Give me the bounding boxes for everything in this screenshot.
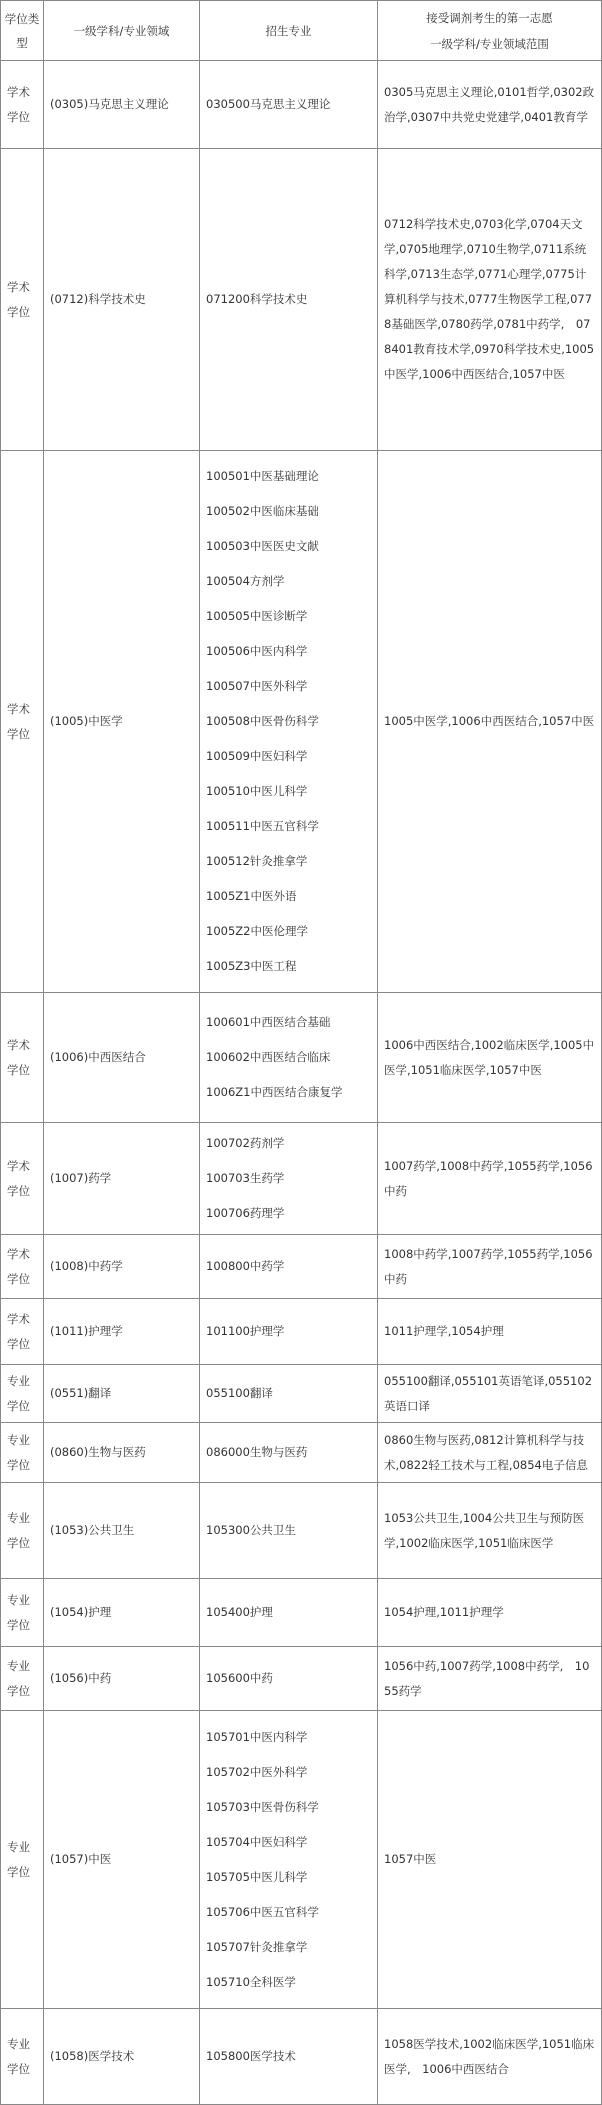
discipline-cell: (0712)科学技术史 bbox=[43, 148, 199, 450]
discipline-cell: (0860)生物与医药 bbox=[43, 1422, 199, 1482]
degree-type-cell: 学术学位 bbox=[0, 1234, 43, 1298]
major-item: 100501中医基础理论 bbox=[206, 469, 319, 483]
major-cell bbox=[199, 1482, 377, 1578]
header-row bbox=[0, 0, 602, 60]
scope-cell: 1008中药学,1007药学,1055药学,1056中药 bbox=[377, 1234, 602, 1298]
scope-cell: 0860生物与医药,0812计算机科学与技术,0822轻工技术与工程,0854电子信息 bbox=[377, 1422, 602, 1482]
scope-cell: 1011护理学,1054护理 bbox=[377, 1298, 602, 1364]
major-item: 071200科学技术史 bbox=[206, 292, 308, 306]
major-item: 1006Z1中西医结合康复学 bbox=[206, 1085, 343, 1099]
major-item: 100505中医诊断学 bbox=[206, 609, 308, 623]
header-scope bbox=[377, 0, 602, 60]
table-row bbox=[0, 1364, 602, 1422]
discipline-cell: (0305)马克思主义理论 bbox=[43, 60, 199, 148]
major-item: 105800医学技术 bbox=[206, 2049, 296, 2063]
major-item: 105710全科医学 bbox=[206, 1974, 296, 1989]
major-item: 100502中医临床基础 bbox=[206, 504, 319, 518]
scope-cell: 0305马克思主义理论,0101哲学,0302政治学,0307中共党史党建学,0401教育学 bbox=[377, 60, 602, 148]
major-item: 100508中医骨伤科学 bbox=[206, 714, 319, 728]
major-item: 1005Z1中医外语 bbox=[206, 889, 297, 903]
discipline-cell: (1054)护理 bbox=[43, 1578, 199, 1646]
header-major: 招生专业 bbox=[199, 0, 377, 60]
header-scope-line-2: 一级学科/专业领域范围 bbox=[430, 36, 549, 51]
degree-type-cell: 专业学位 bbox=[0, 1364, 43, 1422]
major-cell bbox=[199, 1422, 377, 1482]
major-cell bbox=[199, 1234, 377, 1298]
major-item: 105707针灸推拿学 bbox=[206, 1939, 308, 1954]
table-row bbox=[0, 1422, 602, 1482]
table-row bbox=[0, 1234, 602, 1298]
scope-cell: 1005中医学,1006中西医结合,1057中医 bbox=[377, 450, 602, 992]
discipline-cell: (1058)医学技术 bbox=[43, 2008, 199, 2105]
major-item: 100512针灸推拿学 bbox=[206, 854, 308, 868]
scope-cell: 1007药学,1008中药学,1055药学,1056中药 bbox=[377, 1122, 602, 1234]
major-cell bbox=[199, 992, 377, 1122]
table-row bbox=[0, 1646, 602, 1710]
degree-type-cell: 学术学位 bbox=[0, 1122, 43, 1234]
major-item: 100503中医医史文献 bbox=[206, 539, 319, 553]
major-cell bbox=[199, 148, 377, 450]
major-item: 105706中医五官科学 bbox=[206, 1904, 319, 1919]
major-item: 105703中医骨伤科学 bbox=[206, 1799, 319, 1814]
major-cell bbox=[199, 1646, 377, 1710]
discipline-cell: (1007)药学 bbox=[43, 1122, 199, 1234]
header-degree-type: 学位类型 bbox=[0, 0, 43, 60]
discipline-cell: (1056)中药 bbox=[43, 1646, 199, 1710]
table-row bbox=[0, 1710, 602, 2008]
scope-cell: 1054护理,1011护理学 bbox=[377, 1578, 602, 1646]
major-item: 100702药剂学 bbox=[206, 1136, 285, 1150]
major-cell bbox=[199, 1364, 377, 1422]
major-item: 100509中医妇科学 bbox=[206, 749, 308, 763]
degree-type-cell: 学术学位 bbox=[0, 1298, 43, 1364]
header-discipline: 一级学科/专业领域 bbox=[43, 0, 199, 60]
degree-type-cell: 专业学位 bbox=[0, 2008, 43, 2105]
major-item: 105704中医妇科学 bbox=[206, 1834, 308, 1849]
table-row bbox=[0, 992, 602, 1122]
table-row bbox=[0, 450, 602, 992]
major-item: 086000生物与医药 bbox=[206, 1445, 308, 1459]
major-item: 100602中西医结合临床 bbox=[206, 1050, 331, 1064]
major-item: 100510中医儿科学 bbox=[206, 784, 308, 798]
major-item: 100504方剂学 bbox=[206, 574, 285, 588]
major-cell bbox=[199, 1122, 377, 1234]
degree-type-cell: 学术学位 bbox=[0, 148, 43, 450]
degree-type-cell: 专业学位 bbox=[0, 1482, 43, 1578]
scope-cell: 1058医学技术,1002临床医学,1051临床医学, 1006中西医结合 bbox=[377, 2008, 602, 2105]
major-item: 100506中医内科学 bbox=[206, 644, 308, 658]
table-row bbox=[0, 1578, 602, 1646]
table-row bbox=[0, 1482, 602, 1578]
discipline-cell: (1006)中西医结合 bbox=[43, 992, 199, 1122]
discipline-cell: (1053)公共卫生 bbox=[43, 1482, 199, 1578]
major-item: 100511中医五官科学 bbox=[206, 819, 319, 833]
major-item: 105600中药 bbox=[206, 1671, 273, 1685]
major-item: 100601中西医结合基础 bbox=[206, 1015, 331, 1029]
scope-cell: 1006中西医结合,1002临床医学,1005中医学,1051临床医学,1057中医 bbox=[377, 992, 602, 1122]
major-item: 101100护理学 bbox=[206, 1324, 285, 1338]
major-item: 100703生药学 bbox=[206, 1171, 285, 1185]
major-item: 1005Z3中医工程 bbox=[206, 959, 297, 973]
major-item: 030500马克思主义理论 bbox=[206, 97, 331, 111]
major-cell bbox=[199, 60, 377, 148]
scope-cell: 1057中医 bbox=[377, 1710, 602, 2008]
major-item: 105400护理 bbox=[206, 1605, 273, 1619]
major-cell bbox=[199, 1578, 377, 1646]
table-row bbox=[0, 1298, 602, 1364]
table-row bbox=[0, 60, 602, 148]
table-body bbox=[0, 60, 602, 2105]
discipline-cell: (0551)翻译 bbox=[43, 1364, 199, 1422]
major-item: 105701中医内科学 bbox=[206, 1729, 308, 1744]
degree-type-cell: 专业学位 bbox=[0, 1422, 43, 1482]
major-cell bbox=[199, 1298, 377, 1364]
scope-cell: 1056中药,1007药学,1008中药学, 1055药学 bbox=[377, 1646, 602, 1710]
scope-cell: 0712科学技术史,0703化学,0704天文学,0705地理学,0710生物学,0711系统科学,0713生态学,0771心理学,0775计算机科学与技术,0777生物医学工程,0778基础医学,0780药学,0781中药学, 078401教育技术学,0970科学技术史,1005中医学,1006中西医结合,1057中医 bbox=[377, 148, 602, 450]
major-item: 100706药理学 bbox=[206, 1206, 285, 1220]
degree-type-cell: 专业学位 bbox=[0, 1578, 43, 1646]
degree-type-cell: 专业学位 bbox=[0, 1646, 43, 1710]
table-row bbox=[0, 148, 602, 450]
major-item: 105300公共卫生 bbox=[206, 1523, 296, 1537]
scope-cell: 055100翻译,055101英语笔译,055102英语口译 bbox=[377, 1364, 602, 1422]
table-row bbox=[0, 1122, 602, 1234]
scope-cell: 1053公共卫生,1004公共卫生与预防医学,1002临床医学,1051临床医学 bbox=[377, 1482, 602, 1578]
major-cell bbox=[199, 2008, 377, 2105]
major-item: 055100翻译 bbox=[206, 1386, 273, 1400]
major-cell bbox=[199, 450, 377, 992]
discipline-cell: (1005)中医学 bbox=[43, 450, 199, 992]
major-item: 100507中医外科学 bbox=[206, 679, 308, 693]
major-item: 105705中医儿科学 bbox=[206, 1869, 308, 1884]
major-cell bbox=[199, 1710, 377, 2008]
discipline-cell: (1011)护理学 bbox=[43, 1298, 199, 1364]
discipline-cell: (1008)中药学 bbox=[43, 1234, 199, 1298]
degree-type-cell: 学术学位 bbox=[0, 60, 43, 148]
degree-type-cell: 学术学位 bbox=[0, 992, 43, 1122]
discipline-cell: (1057)中医 bbox=[43, 1710, 199, 2008]
table-row bbox=[0, 2008, 602, 2105]
major-item: 100800中药学 bbox=[206, 1259, 285, 1273]
header-scope-line-1: 接受调剂考生的第一志愿 bbox=[426, 10, 553, 25]
degree-type-cell: 学术学位 bbox=[0, 450, 43, 992]
major-item: 1005Z2中医伦理学 bbox=[206, 924, 308, 938]
degree-type-cell: 专业学位 bbox=[0, 1710, 43, 2008]
major-item: 105702中医外科学 bbox=[206, 1764, 308, 1779]
